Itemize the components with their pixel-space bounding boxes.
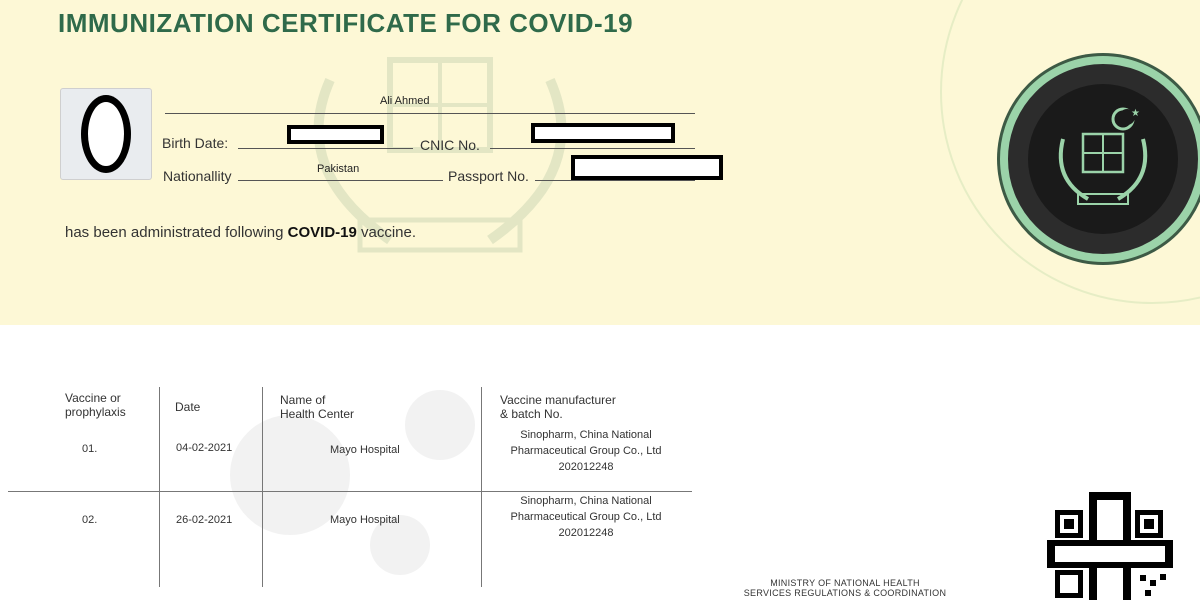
holder-name: Ali Ahmed [380,95,430,107]
redacted-cnic [531,123,675,143]
nationality-value: Pakistan [317,163,360,175]
passport-label: Passport No. [448,168,529,184]
redacted-passport [571,155,723,180]
header-center: Name of Health Center [280,393,355,421]
svg-text:★: ★ [1131,108,1140,119]
vaccination-record: Vaccine or prophylaxis Date Name of Health Center Vaccine manufacturer & batch No. 01. 04-02-2021 Mayo Hospital Sinopharm, China National Pharmaceutical Group Co., Ltd 202012248 02. 26-02-2021 Mayo Hospital Sinopharm, China National Pharmaceutical Group Co., Ltd 202012248 MINISTRY OF NATIONAL HEALTH SERVICES REGULATIONS & COORDINATION [0,325,1200,600]
cnic-label: CNIC No. [420,137,480,153]
administered-statement: has been administrated following COVID-19 vaccine. [65,224,417,241]
qr-code-icon [1045,490,1175,600]
redacted-birth-date [287,125,384,144]
holder-photo [60,88,152,180]
emblem-glyph-icon [1028,84,1178,234]
ministry-name: MINISTRY OF NATIONAL HEALTH SERVICES REGULATIONS & COORDINATION [743,578,947,598]
header-manufacturer: Vaccine manufacturer & batch No. [500,393,616,421]
certificate-title: IMMUNIZATION CERTIFICATE FOR COVID-19 [58,8,634,38]
row-divider [8,491,692,492]
header-vaccine: Vaccine or prophylaxis [65,391,126,419]
state-emblem-seal-icon [1000,56,1200,262]
nationality-label: Nationallity [163,168,232,184]
name-underline [165,113,695,114]
header-date: Date [175,400,201,414]
birth-date-label: Birth Date: [162,135,229,151]
